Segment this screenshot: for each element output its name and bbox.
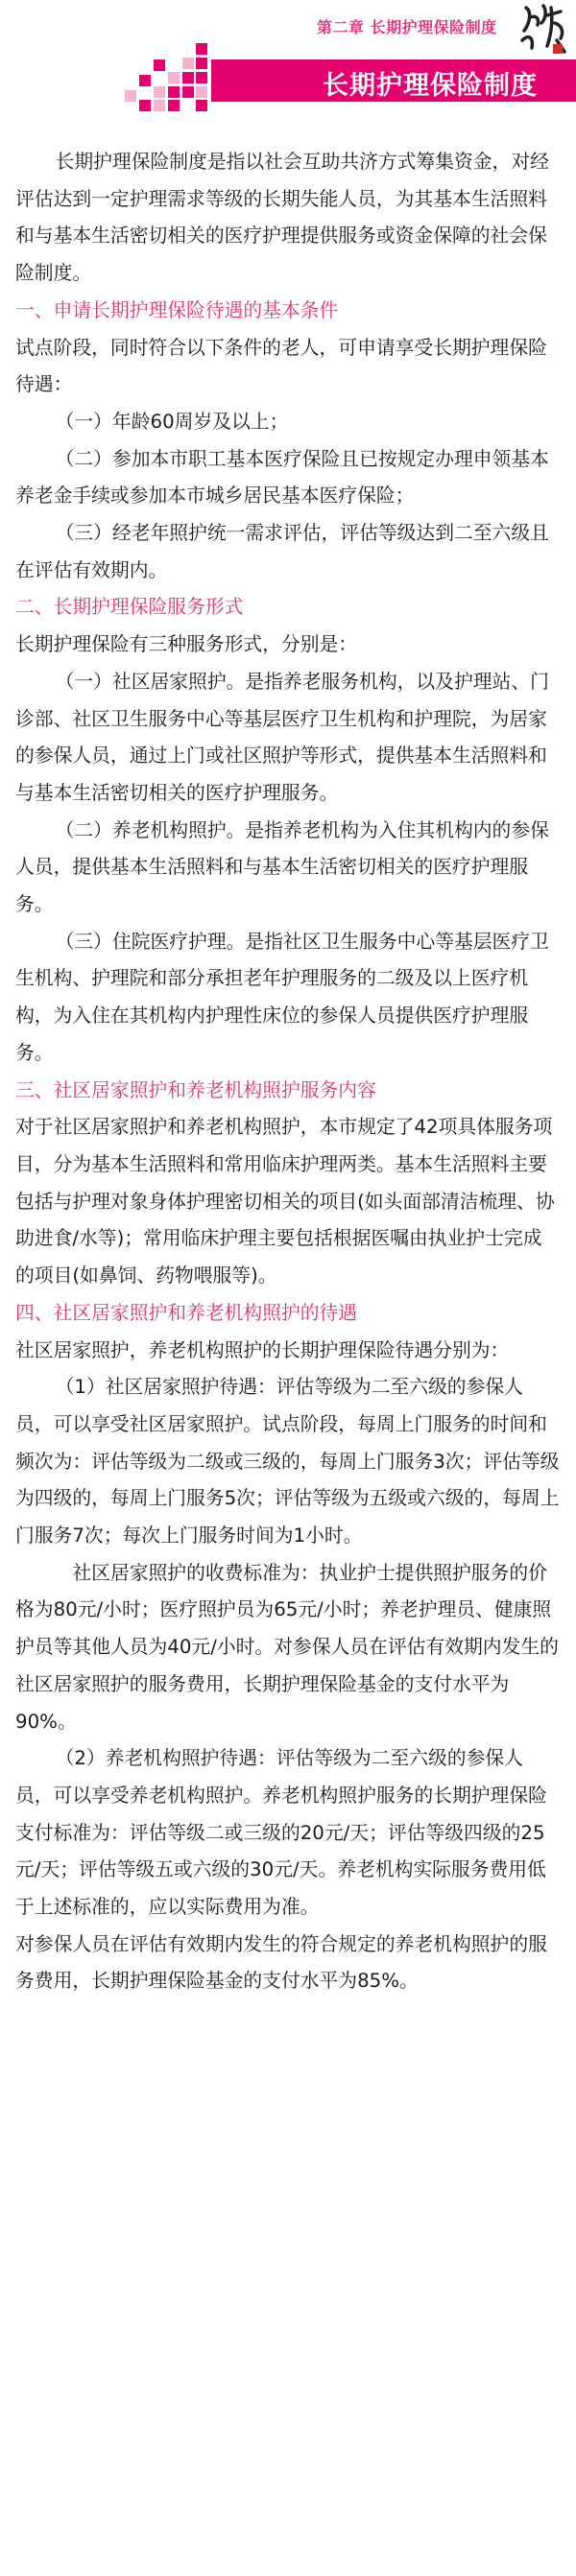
body-paragraph: 社区居家照护的收费标准为：执业护士提供照护服务的价格为80元/小时；医疗照护员为65元/小时；养老护理员、健康照护员等其他人员为40元/小时。对参保人员在评估有效期内发生的社区居家照护的服务费用，长期护理保险基金的支付水平为90%。 bbox=[15, 1561, 559, 1733]
chapter-label: 第二章 长期护理保险制度 bbox=[317, 18, 497, 36]
section-heading: 三、社区居家照护和养老机构照护服务内容 bbox=[15, 1078, 376, 1101]
body-paragraph: （1）社区居家照护待遇：评估等级为二至六级的参保人员，可以享受社区居家照护。试点阶段，每周上门服务的时间和频次为：评估等级为二级或三级的，每周上门服务3次；评估等级为四级的，每周上门服务5次；评估等级为五级或六级的，每周上门服务7次；每次上门服务时间为1小时。 bbox=[15, 1376, 560, 1548]
body-paragraph: （三）住院医疗护理。是指社区卫生服务中心等基层医疗卫生机构、护理院和部分承担老年护理服务的二级及以上医疗机构，为入住在其机构内护理性床位的参保人员提供医疗护理服务。 bbox=[15, 930, 549, 1064]
calligraphy-logo-icon bbox=[518, 2, 568, 58]
body-paragraph: 长期护理保险有三种服务形式，分别是： bbox=[15, 633, 358, 656]
page-title: 长期护理保险制度 bbox=[323, 71, 538, 101]
title-banner bbox=[211, 59, 576, 102]
body-paragraph: （2）养老机构照护待遇：评估等级为二至六级的参保人员，可以享受养老机构照护。养老机构照护服务的长期护理保险支付标准为：评估等级二或三级的20元/天；评估等级四级的25元/天；评估等级五或六级的30元/天。养老机构实际服务费用低于上述标准的，应以实际费用为准。 bbox=[15, 1747, 547, 1919]
body-paragraph: 对参保人员在评估有效期内发生的符合规定的养老机构照护的服务费用，长期护理保险基金的支付水平为85%。 bbox=[15, 1932, 547, 1993]
body-paragraph: （二）养老机构照护。是指养老机构为入住其机构内的参保人员，提供基本生活照料和与基本生活密切相关的医疗护理服务。 bbox=[15, 818, 549, 916]
section-heading: 四、社区居家照护和养老机构照护的待遇 bbox=[15, 1301, 358, 1324]
body-paragraph: （一）年龄60周岁及以上； bbox=[55, 410, 289, 433]
section-heading: 一、申请长期护理保险待遇的基本条件 bbox=[15, 298, 339, 321]
intro-paragraph: 长期护理保险制度是指以社会互助共济方式筹集资金，对经评估达到一定护理需求等级的长期失能人员，为其基本生活照料和与基本生活密切相关的医疗护理提供服务或资金保障的社会保险制度。 bbox=[15, 151, 549, 285]
article-body bbox=[15, 144, 561, 2000]
body-paragraph: 对于社区居家照护和养老机构照护，本市规定了42项具体服务项目，分为基本生活照料和常用临床护理两类。基本生活照料主要包括与护理对象身体护理密切相关的项目(如头面部清洁梳理、协助进食/水等)；常用临床护理主要包括根据医嘱由执业护士完成的项目(如鼻饲、药物喂服等)。 bbox=[15, 1116, 555, 1288]
section-heading: 二、长期护理保险服务形式 bbox=[15, 596, 244, 619]
body-paragraph: 试点阶段，同时符合以下条件的老人，可申请享受长期护理保险待遇： bbox=[15, 336, 547, 396]
body-paragraph: （一）社区居家照护。是指养老服务机构，以及护理站、门诊部、社区卫生服务中心等基层医疗卫生机构和护理院，为居家的参保人员，通过上门或社区照护等形式，提供基本生活照料和与基本生活密切相关的医疗护理服务。 bbox=[15, 670, 549, 804]
body-paragraph: （二）参加本市职工基本医疗保险且已按规定办理申领基本养老金手续或参加本市城乡居民基本医疗保险； bbox=[15, 447, 549, 508]
page-header bbox=[0, 0, 576, 120]
body-paragraph: 社区居家照护，养老机构照护的长期护理保险待遇分别为： bbox=[15, 1338, 510, 1361]
decorative-squares bbox=[0, 0, 211, 120]
body-paragraph: （三）经老年照护统一需求评估，评估等级达到二至六级且在评估有效期内。 bbox=[15, 522, 549, 581]
